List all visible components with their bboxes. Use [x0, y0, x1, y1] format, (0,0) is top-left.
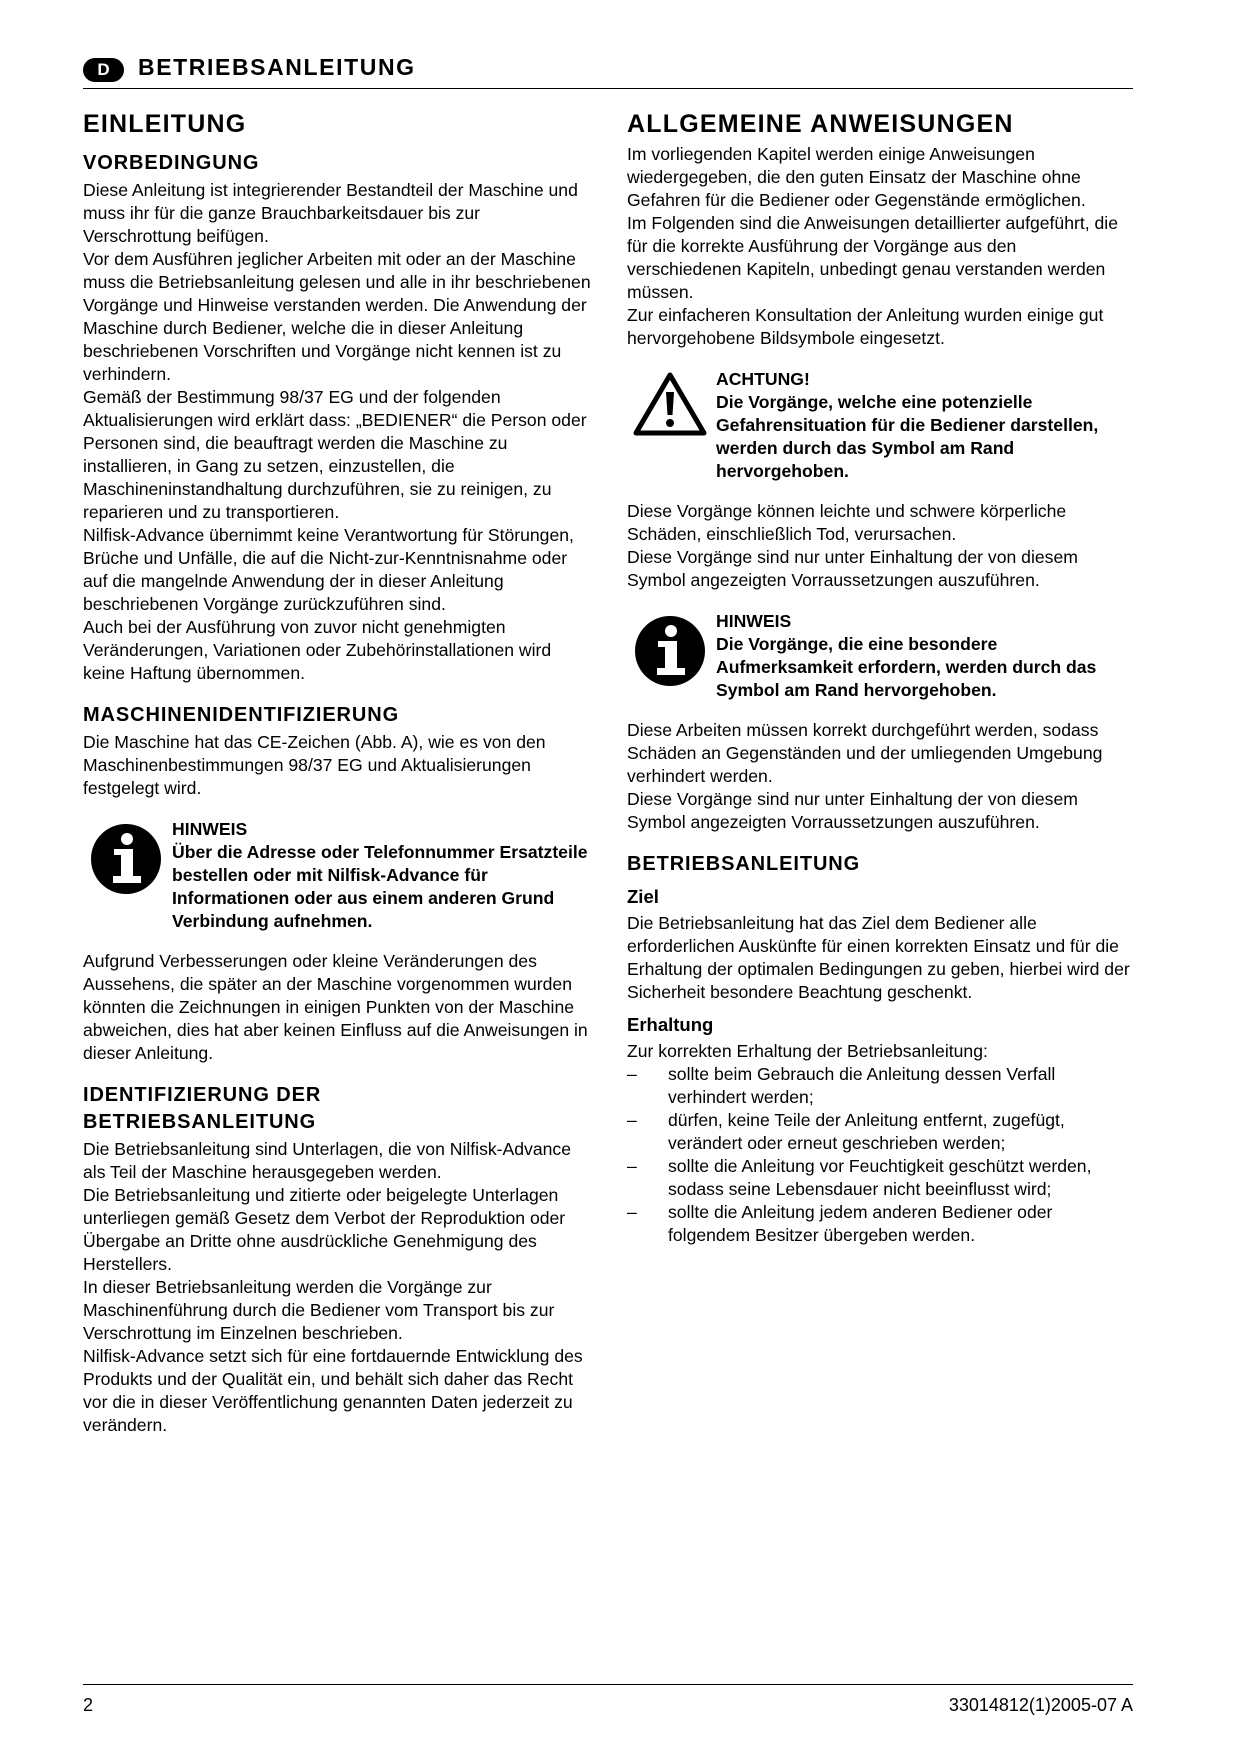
heading-erhaltung: Erhaltung: [627, 1014, 714, 1035]
header-title: BETRIEBSANLEITUNG: [138, 54, 416, 80]
list-item: – sollte die Anleitung jedem anderen Bediener oder folgendem Besitzer übergeben werden.: [627, 1201, 1135, 1247]
erhaltung-list: [627, 1063, 1135, 1247]
paragraph: Diese Arbeiten müssen korrekt durchgeführt werden, sodass Schäden an Gegenständen und der umliegenden Umgebung verhindert werden.: [627, 720, 1103, 786]
paragraph: Nilfisk-Advance übernimmt keine Verantwortung für Störungen, Brüche und Unfälle, die auf die Nicht-zur-Kenntnisnahme oder auf die mangelnde Anwendung der in dieser Anleitung beschriebenen Vorgänge zurückzuführen sind.: [83, 525, 574, 614]
paragraph: Aufgrund Verbesserungen oder kleine Veränderungen des Aussehens, die später an der Maschine vorgenommen wurden könnten die Zeichnungen in einigen Punkten von der Maschine abweichen, dies hat aber keinen Einfluss auf die Anweisungen in dieser Anleitung.: [83, 951, 588, 1063]
paragraph: Auch bei der Ausführung von zuvor nicht genehmigten Veränderungen, Variationen oder Zubehörinstallationen wird keine Haftung übernommen.: [83, 617, 552, 683]
list-item: – sollte beim Gebrauch die Anleitung dessen Verfall verhindert werden;: [627, 1063, 1135, 1109]
section-title-einleitung: EINLEITUNG: [83, 110, 247, 138]
heading-betriebsanleitung: BETRIEBSANLEITUNG: [627, 853, 861, 875]
paragraph: Zur einfacheren Konsultation der Anleitung wurden einige gut hervorgehobene Bildsymbole eingesetzt.: [627, 305, 1104, 348]
info-icon: [633, 614, 707, 694]
warning-title: ACHTUNG!: [716, 369, 810, 389]
footer-divider: [83, 1684, 1133, 1685]
paragraph: Vor dem Ausführen jeglicher Arbeiten mit oder an der Maschine muss die Betriebsanleitung gelesen und alle in ihr beschriebenen Vorgänge und Hinweise verstanden werden. Die Anwendung der Maschine durch Bediener, welche die in dieser Anleitung beschriebenen Vorschriften und Vorgänge nicht kennen ist zu verhindern.: [83, 249, 591, 384]
document-code: 33014812(1)2005-07 A: [948, 1695, 1133, 1715]
paragraph: Die Betriebsanleitung sind Unterlagen, die von Nilfisk-Advance als Teil der Maschine herausgegeben werden.: [83, 1139, 572, 1182]
notice-box: [627, 610, 1135, 702]
paragraph: In dieser Betriebsanleitung werden die Vorgänge zur Maschinenführung durch die Bediener vom Transport bis zur Verschrottung im Einzelnen beschrieben.: [83, 1277, 555, 1343]
heading-ziel: Ziel: [627, 886, 659, 907]
warning-text: Die Vorgänge, welche eine potenzielle Gefahrensituation für die Bediener darstellen, werden durch das Symbol am Rand hervorgehoben.: [716, 392, 1099, 481]
warning-icon: [633, 372, 707, 442]
notice-text: Die Vorgänge, die eine besondere Aufmerksamkeit erfordern, werden durch das Symbol am Rand hervorgehoben.: [716, 634, 1097, 700]
paragraph: Die Betriebsanleitung und zitierte oder beigelegte Unterlagen unterliegen gemäß Gesetz dem Verbot der Reproduktion oder Übergabe an Dritte ohne ausdrückliche Genehmigung des Herstellers.: [83, 1185, 566, 1274]
paragraph: Nilfisk-Advance setzt sich für eine fortdauernde Entwicklung des Produkts und der Qualität ein, und behält sich daher das Recht vor die in dieser Veröffentlichung genannten Daten jederzeit zu verändern.: [83, 1346, 583, 1435]
page-header: [83, 52, 1133, 89]
left-column: [83, 108, 591, 1437]
section-title-allgemeine-anweisungen: ALLGEMEINE ANWEISUNGEN: [627, 110, 1014, 138]
page-number: 2: [83, 1695, 94, 1715]
list-item: – sollte die Anleitung vor Feuchtigkeit geschützt werden, sodass seine Lebensdauer nicht beeinflusst wird;: [627, 1155, 1135, 1201]
paragraph: Diese Vorgänge können leichte und schwere körperliche Schäden, einschließlich Tod, verursachen.: [627, 501, 1067, 544]
notice-title: HINWEIS: [172, 819, 248, 839]
paragraph: Die Maschine hat das CE-Zeichen (Abb. A), wie es von den Maschinenbestimmungen 98/37 EG und Aktualisierungen festgelegt wird.: [83, 732, 546, 798]
warning-box: [627, 368, 1135, 483]
list-item: – dürfen, keine Teile der Anleitung entfernt, zugefügt, verändert oder erneut geschrieben werden;: [627, 1109, 1135, 1155]
paragraph: Diese Vorgänge sind nur unter Einhaltung der von diesem Symbol angezeigten Vorraussetzungen auszuführen.: [627, 547, 1078, 590]
heading-identifizierung: [83, 1082, 591, 1136]
notice-box: [83, 818, 591, 933]
heading-line: BETRIEBSANLEITUNG: [83, 1111, 317, 1133]
paragraph: Die Betriebsanleitung hat das Ziel dem Bediener alle erforderlichen Auskünfte für einen korrekten Einsatz und für die Erhaltung der optimalen Bedingungen zu geben, hierbei wird der Sicherheit besondere Beachtung geschenkt.: [627, 913, 1130, 1002]
paragraph: Zur korrekten Erhaltung der Betriebsanleitung:: [627, 1041, 988, 1061]
heading-maschinenidentifizierung: MASCHINENIDENTIFIZIERUNG: [83, 704, 400, 726]
heading-line: IDENTIFIZIERUNG DER: [83, 1084, 322, 1106]
notice-text: Über die Adresse oder Telefonnummer Ersatzteile bestellen oder mit Nilfisk-Advance für Informationen oder aus einem anderen Grund Verbindung aufnehmen.: [172, 842, 588, 931]
paragraph: Im Folgenden sind die Anweisungen detaillierter aufgeführt, die für die korrekte Ausführung der Vorgänge aus den verschiedenen Kapiteln, unbedingt genau verstanden werden müssen.: [627, 213, 1118, 302]
info-icon: [89, 822, 163, 902]
paragraph: Diese Anleitung ist integrierender Bestandteil der Maschine und muss ihr für die ganze Brauchbarkeitsdauer bis zur Verschrottung beifügen.: [83, 180, 578, 246]
heading-vorbedingung: VORBEDINGUNG: [83, 152, 260, 174]
paragraph: Gemäß der Bestimmung 98/37 EG und der folgenden Aktualisierungen wird erklärt dass: „BEDIENER“ die Person oder Personen sind, die beauftragt werden die Maschine zu installieren, in Gang zu setzen, einzustellen, die Maschineninstandhaltung durchzuführen, sie zu reinigen, zu reparieren und zu transportieren.: [83, 387, 587, 522]
right-column: [627, 108, 1135, 1247]
language-badge: D: [83, 58, 124, 82]
paragraph: Im vorliegenden Kapitel werden einige Anweisungen wiedergegeben, die den guten Einsatz der Maschine ohne Gefahren für die Bediener oder Gegenstände ermöglichen.: [627, 144, 1086, 210]
notice-title: HINWEIS: [716, 611, 792, 631]
paragraph: Diese Vorgänge sind nur unter Einhaltung der von diesem Symbol angezeigten Vorraussetzungen auszuführen.: [627, 789, 1078, 832]
